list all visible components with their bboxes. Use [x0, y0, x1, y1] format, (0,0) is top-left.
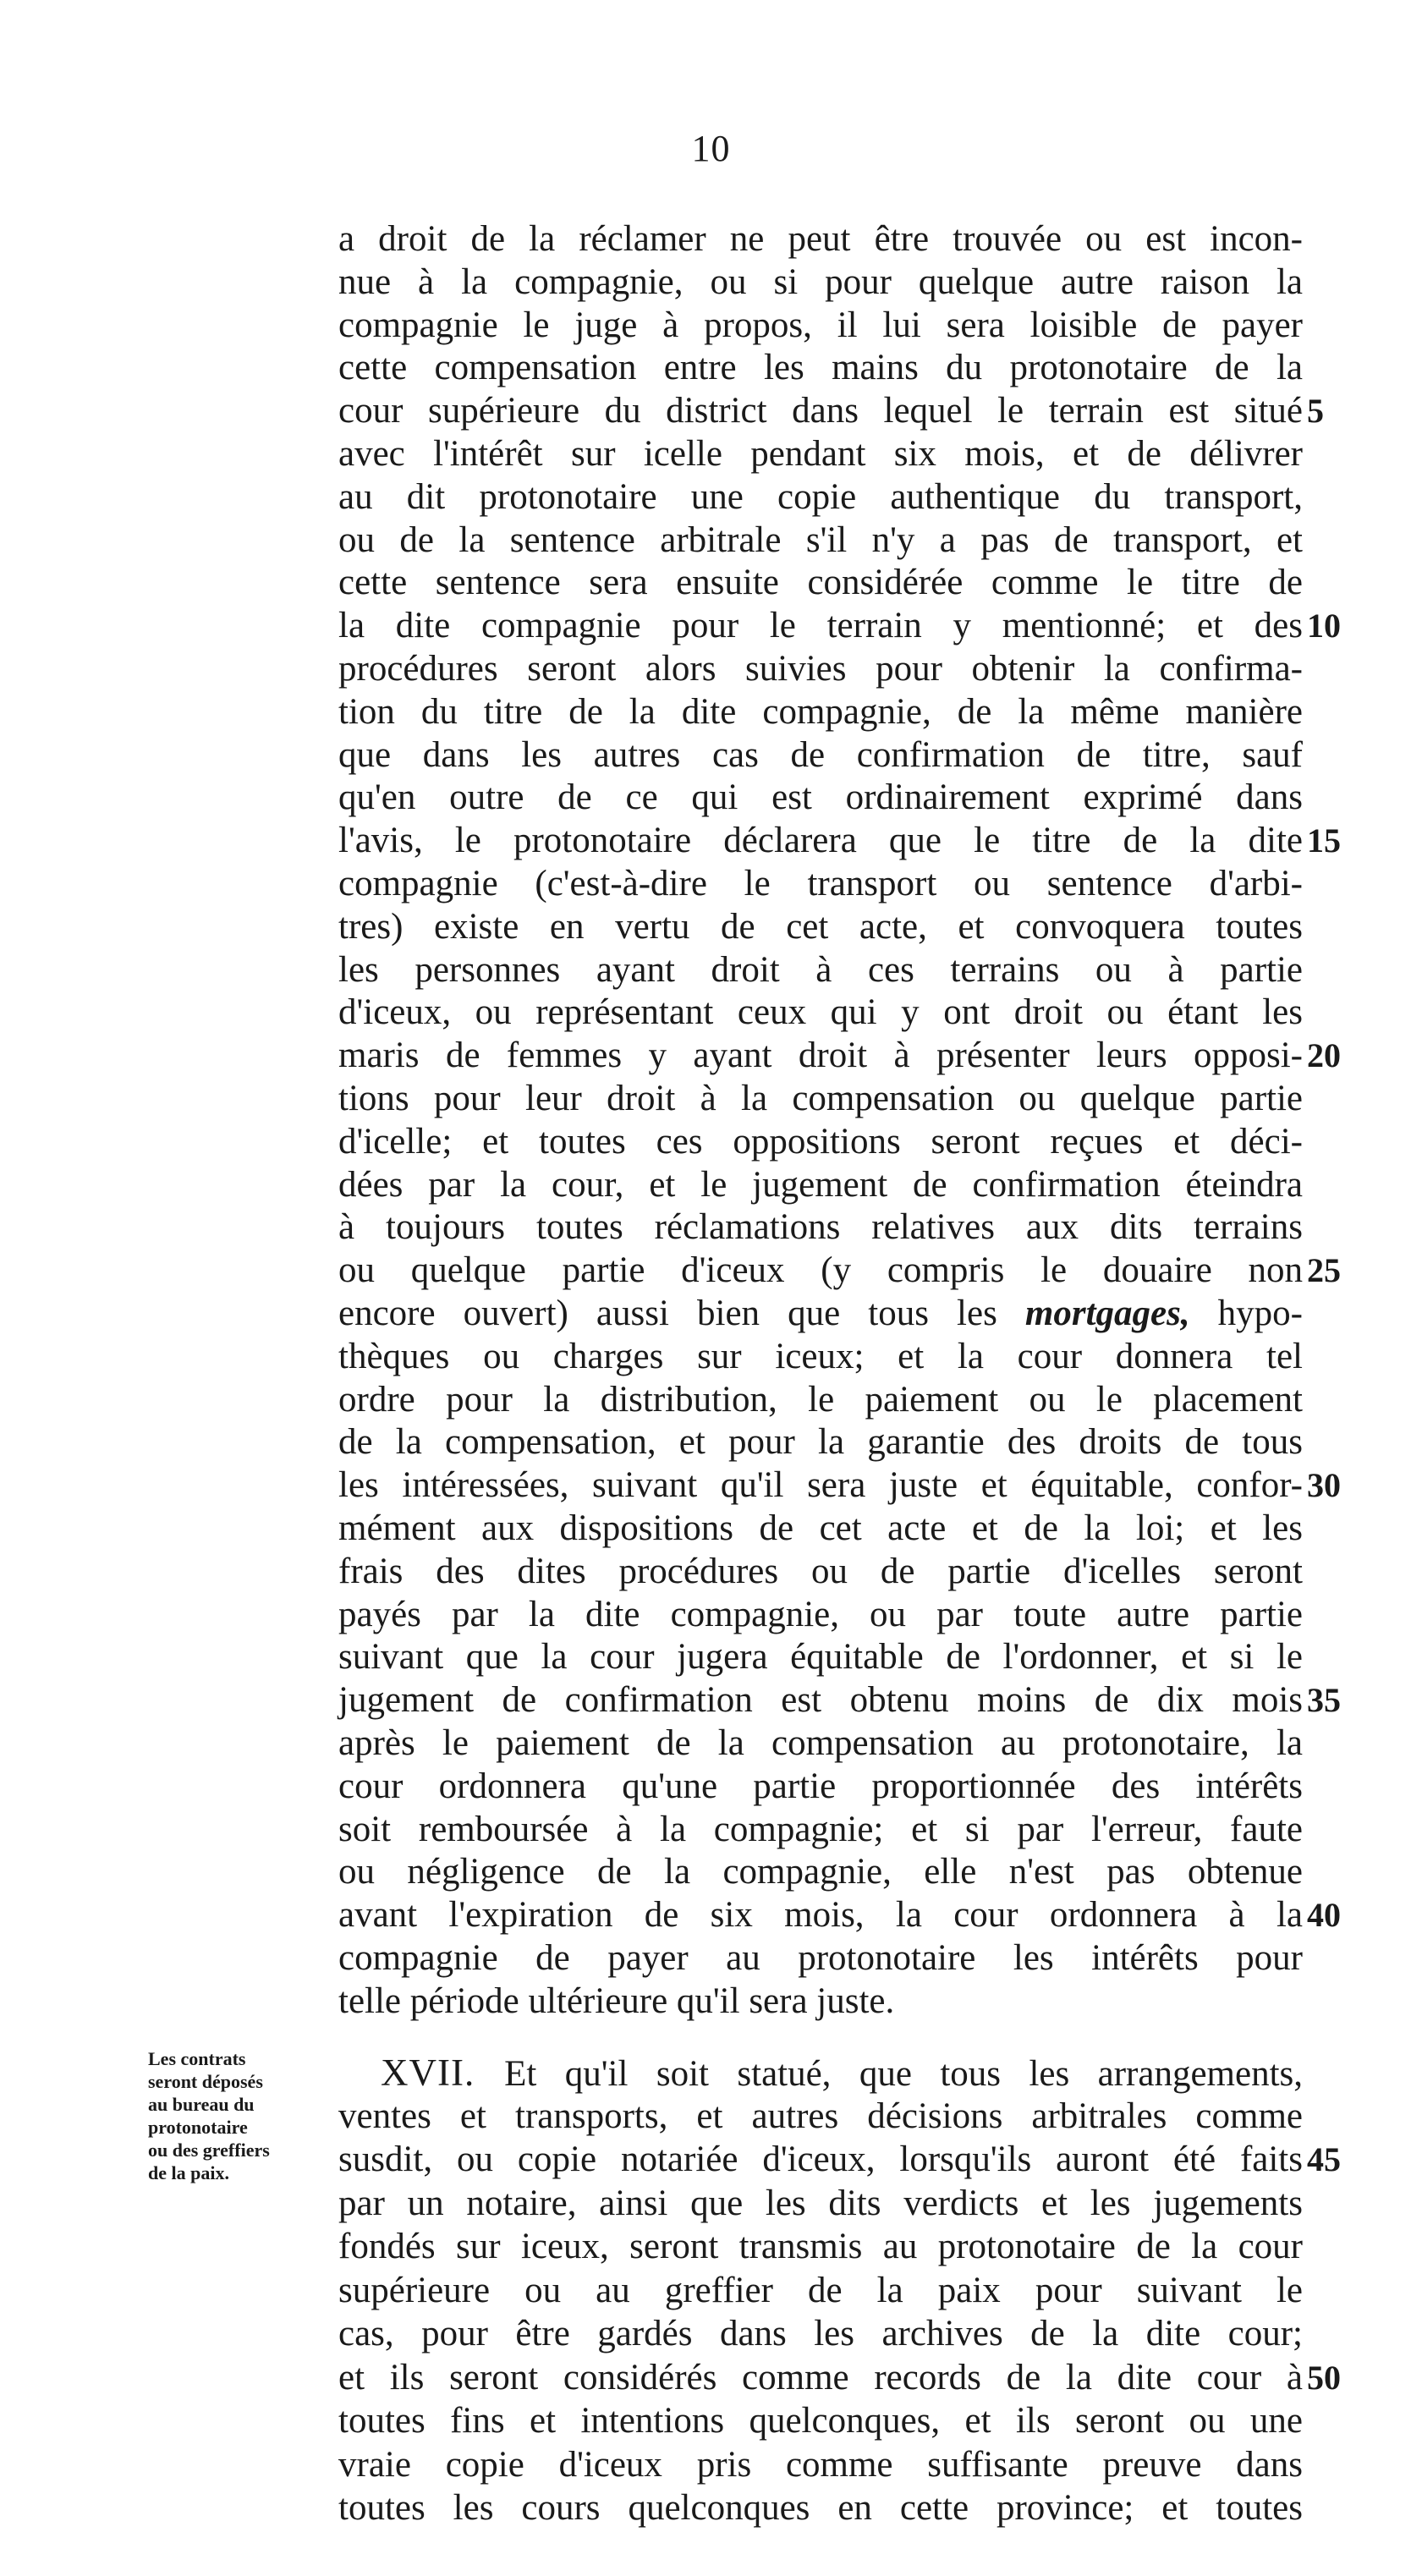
text-line: maris de femmes y ayant droit à présenter leurs opposi-	[338, 1035, 1303, 1075]
text-line: compagnie (c'est-à-dire le transport ou sentence d'arbi-	[338, 864, 1303, 904]
line-number: 50	[1307, 2359, 1341, 2397]
text-line: jugement de confirmation est obtenu moins de dix mois	[338, 1680, 1303, 1720]
margin-note-line: Les contrats	[148, 2048, 246, 2069]
text-line	[338, 1293, 1303, 1335]
text-line: cour ordonnera qu'une partie proportionnée des intérêts	[338, 1766, 1303, 1806]
section-text-line: susdit, ou copie notariée d'iceux, lorsqu'ils auront été faits	[338, 2139, 1303, 2179]
text-line: dées par la cour, et le jugement de confirmation éteindra	[338, 1165, 1303, 1205]
section-text-line: et ils seront considérés comme records de la dite cour à	[338, 2358, 1303, 2397]
margin-note	[148, 2047, 338, 2184]
text-line: la dite compagnie pour le terrain y mentionné; et des	[338, 606, 1303, 645]
text-line: qu'en outre de ce qui est ordinairement exprimé dans	[338, 777, 1303, 817]
text-line: d'iceux, ou représentant ceux qui y ont droit ou étant les	[338, 992, 1303, 1032]
text-line: à toujours toutes réclamations relatives aux dits terrains	[338, 1207, 1303, 1247]
margin-note-line: protonotaire	[148, 2117, 248, 2138]
section-text-line: cas, pour être gardés dans les archives de la dite cour;	[338, 2314, 1303, 2354]
section-text-line: ventes et transports, et autres décisions arbitrales comme	[338, 2096, 1303, 2136]
text-line: ou quelque partie d'iceux (y compris le douaire non	[338, 1250, 1303, 1290]
text-line: d'icelle; et toutes ces oppositions seront reçues et déci-	[338, 1122, 1303, 1162]
text-line: avant l'expiration de six mois, la cour ordonnera à la	[338, 1895, 1303, 1935]
text-line: mément aux dispositions de cet acte et de la loi; et les	[338, 1508, 1303, 1548]
text-line: a droit de la réclamer ne peut être trouvée ou est incon-	[338, 219, 1303, 259]
text-line: thèques ou charges sur iceux; et la cour donnera tel	[338, 1337, 1303, 1376]
text-line: compagnie le juge à propos, il lui sera loisible de payer	[338, 305, 1303, 345]
text-line: payés par la dite compagnie, ou par toute autre partie	[338, 1595, 1303, 1634]
line-number: 5	[1307, 392, 1324, 430]
section-number: XVII.	[381, 2051, 505, 2094]
text-line: frais des dites procédures ou de partie d'icelles seront	[338, 1552, 1303, 1591]
line-number: 45	[1307, 2140, 1341, 2178]
text-run: hypo-	[1189, 1293, 1303, 1333]
line-number: 35	[1307, 1681, 1341, 1719]
text-line: de la compensation, et pour la garantie des droits de tous	[338, 1422, 1303, 1462]
text-line: telle période ultérieure qu'il sera juste.	[338, 1981, 895, 2021]
text-line: l'avis, le protonotaire déclarera que le titre de la dite	[338, 821, 1303, 860]
section-text-line: toutes les cours quelconques en cette province; et toutes	[338, 2488, 1303, 2528]
text-line: que dans les autres cas de confirmation de titre, sauf	[338, 735, 1303, 775]
line-number: 40	[1307, 1896, 1341, 1934]
section-text-line: fondés sur iceux, seront transmis au protonotaire de la cour	[338, 2227, 1303, 2266]
margin-note-line: au bureau du	[148, 2094, 255, 2115]
page-number: 10	[691, 128, 731, 169]
section-heading-line	[381, 2051, 1303, 2094]
section-text-line: toutes fins et intentions quelconques, et ils seront ou une	[338, 2401, 1303, 2441]
text-line: ordre pour la distribution, le paiement ou le placement	[338, 1380, 1303, 1420]
text-line: au dit protonotaire une copie authentique du transport,	[338, 477, 1303, 517]
margin-note-line: ou des greffiers	[148, 2139, 270, 2161]
text-line: tions pour leur droit à la compensation ou quelque partie	[338, 1079, 1303, 1118]
line-number: 30	[1307, 1466, 1341, 1504]
line-number: 15	[1307, 821, 1341, 860]
section-first-line: Et qu'il soit statué, que tous les arrangements,	[504, 2054, 1303, 2094]
text-line: tion du titre de la dite compagnie, de la même manière	[338, 692, 1303, 732]
text-line: avec l'intérêt sur icelle pendant six mois, et de délivrer	[338, 434, 1303, 474]
text-line: soit remboursée à la compagnie; et si par l'erreur, faute	[338, 1810, 1303, 1849]
italic-term: mortgages,	[1024, 1293, 1190, 1333]
text-line: les personnes ayant droit à ces terrains ou à partie	[338, 950, 1303, 990]
text-line: tres) existe en vertu de cet acte, et convoquera toutes	[338, 907, 1303, 947]
text-line: compagnie de payer au protonotaire les intérêts pour	[338, 1938, 1303, 1978]
text-run: encore ouvert) aussi bien que tous les	[338, 1293, 1025, 1333]
text-line: suivant que la cour jugera équitable de l'ordonner, et si le	[338, 1637, 1303, 1677]
margin-note-line: de la paix.	[148, 2162, 229, 2183]
section-text-line: vraie copie d'iceux pris comme suffisante preuve dans	[338, 2445, 1303, 2485]
text-line: après le paiement de la compensation au protonotaire, la	[338, 1723, 1303, 1763]
text-line: cette compensation entre les mains du protonotaire de la	[338, 348, 1303, 387]
text-line: les intéressées, suivant qu'il sera juste et équitable, confor-	[338, 1465, 1303, 1505]
margin-note-line: seront déposés	[148, 2071, 263, 2092]
text-line: ou négligence de la compagnie, elle n'est pas obtenue	[338, 1852, 1303, 1892]
line-number: 10	[1307, 607, 1341, 645]
section-text-line: supérieure ou au greffier de la paix pour suivant le	[338, 2271, 1303, 2310]
text-line: nue à la compagnie, ou si pour quelque autre raison la	[338, 262, 1303, 302]
line-number: 20	[1307, 1036, 1341, 1074]
section-text-line: par un notaire, ainsi que les dits verdicts et les jugements	[338, 2183, 1303, 2223]
text-line: cette sentence sera ensuite considérée comme le titre de	[338, 563, 1303, 602]
line-number: 25	[1307, 1251, 1341, 1289]
text-line: procédures seront alors suivies pour obtenir la confirma-	[338, 649, 1303, 689]
text-line: cour supérieure du district dans lequel le terrain est situé	[338, 391, 1303, 431]
text-line: ou de la sentence arbitrale s'il n'y a pas de transport, et	[338, 520, 1303, 560]
